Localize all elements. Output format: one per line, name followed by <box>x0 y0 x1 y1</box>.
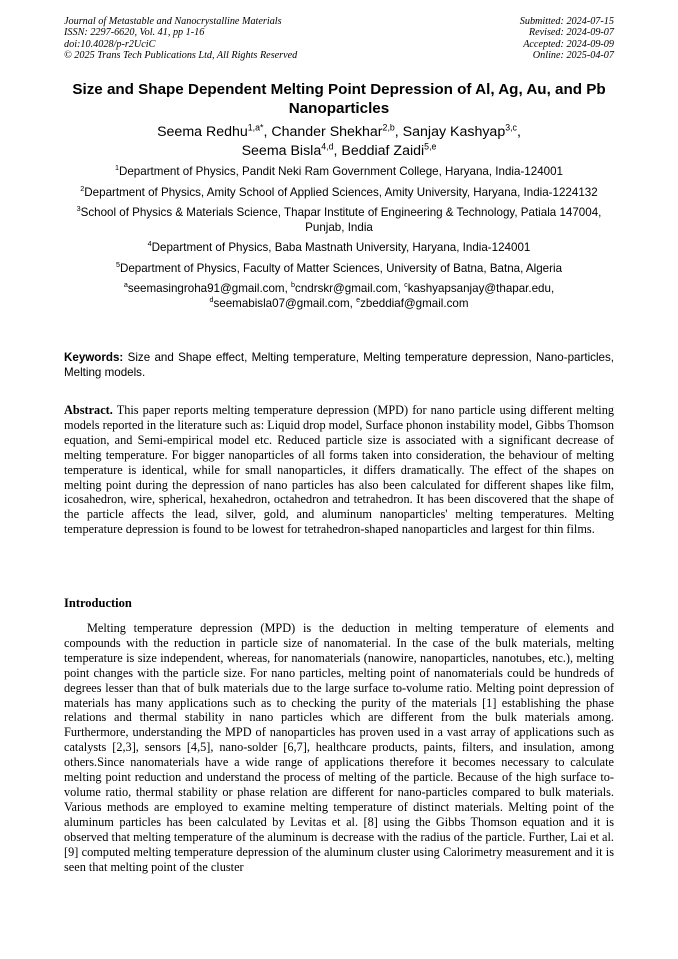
section-heading-introduction: Introduction <box>64 596 132 610</box>
affiliation: $^1$Department of Physics, Pandit Neki Ram Government College, Haryana, India-124001 <box>114 163 563 178</box>
affiliation: $^4$Department of Physics, Baba Mastnath University, Haryana, India-124001 <box>147 239 531 254</box>
author: Sanjay Kashyap$^{3,c}$ <box>402 122 517 140</box>
issn-line: ISSN: 2297-6620, Vol. 41, pp 1-16 <box>64 27 205 39</box>
online-date: Online: 2025-04-07 <box>532 50 614 62</box>
author-list: Seema Redhu$^{1,a*}$, Chander Shekhar$^{2,b}$, Sanjay Kashyap$^{3,c}$, Seema Bisla$^{4,d}$, Beddiaf Zaidi$^{5,e}$ <box>157 122 521 159</box>
revised-date: Revised: 2024-09-07 <box>528 27 614 39</box>
paper-title: Size and Shape Dependent Melting Point Depression of Al, Ag, Au, and Pb Nanoparticles <box>72 81 606 117</box>
accepted-date: Accepted: 2024-09-09 <box>523 38 614 50</box>
affiliation: $^3$School of Physics & Materials Science, Thapar Institute of Engineering & Technology, Patiala 147004, Punjab, India <box>76 204 602 234</box>
email-list: $^a$seemasingroha91@gmail.com, $^b$cndrskr@gmail.com, $^c$kashyapsanjay@thapar.edu, $^d$seemabisla07@gmail.com, $^e$zbeddiaf@gmail.com <box>123 280 555 310</box>
author: Seema Redhu$^{1,a*}$ <box>157 122 264 140</box>
journal-name: Journal of Metastable and Nanocrystalline Materials <box>64 16 282 27</box>
abstract <box>64 403 614 537</box>
affiliation: $^2$Department of Physics, Amity School of Applied Sciences, Amity University, Haryana, India-1224132 <box>80 183 598 199</box>
keywords-text: Size and Shape effect, Melting temperature, Melting temperature depression, Nano-particles, Melting models. <box>64 351 614 379</box>
keywords-label: Keywords: <box>64 351 124 364</box>
email-link[interactable]: $^d$seemabisla07@gmail.com <box>209 294 350 310</box>
email-link[interactable]: $^c$kashyapsanjay@thapar.edu <box>404 280 551 295</box>
introduction-paragraph: Melting temperature depression (MPD) is the deduction in melting temperature of elements and compounds with the reduction in particle size of nanomaterial. In the case of the bulk materials, melting temperature is size independent, whereas, for nanomaterials (nanowire, nanoparticles, nanotubes, etc.), melting point changes with the particle size. For nano particles, melting point of nanomaterials could be hundreds of degrees lesser than that of bulk materials due to the large surface to-volume ratio. Melting point depression of materials has many applications such as to checking the purity of the materials [1] establishing the phase relations and thermal stability in nano particles which are different from the bulk materials among. Furthermore, understanding the MPD of nanoparticles has proven used in a vast array of applications such as catalysts [2,3], sensors [4,5], nano-solder [6,7], healthcare products, paints, filters, and insulation, among others.Since nanomaterials have a wide range of applications therefore it becomes necessary to calculate melting point reduction and understand the process of melting of the particle. Because of the high surface to-volume ratio, thermal stability or phase relation are different for nano-particles compared to bulk materials. Various methods are employed to examine melting temperature of distinct materials. Melting point of the aluminum particles has been calculated by Levitas et al. [8] using the Gibbs Thomson equation and it is observed that melting temperature of the aluminum is decrease with the radius of the particle. Further, Lai et al. [9] computed melting temperature depression of the aluminum cluster using Calorimetry measurement and it is seen that melting point of the cluster <box>64 621 614 874</box>
affiliation: $^5$Department of Physics, Faculty of Matter Sciences, University of Batna, Batna, Algeria <box>115 259 563 275</box>
keywords <box>64 351 614 380</box>
abstract-label: Abstract. <box>64 403 113 417</box>
email-link[interactable]: $^b$cndrskr@gmail.com <box>291 280 398 295</box>
email-link[interactable]: $^a$seemasingroha91@gmail.com <box>123 280 285 295</box>
affiliations <box>64 165 614 311</box>
email-link[interactable]: $^e$zbeddiaf@gmail.com <box>356 294 469 310</box>
author: Seema Bisla$^{4,d}$ <box>241 140 334 159</box>
journal-header-left <box>64 16 297 62</box>
author: Chander Shekhar$^{2,b}$ <box>271 122 395 140</box>
copyright-line: © 2025 Trans Tech Publications Ltd, All Rights Reserved <box>64 50 298 62</box>
doi-line: doi:10.4028/p-r2UciC <box>64 38 156 50</box>
journal-header-right <box>520 16 614 62</box>
submitted-date: Submitted: 2024-07-15 <box>519 16 614 27</box>
author: Beddiaf Zaidi$^{5,e}$ <box>341 140 437 159</box>
abstract-text: This paper reports melting temperature depression (MPD) for nano particle using different melting models reported in the literature such as: Liquid drop model, Surface phonon instability model, Gibbs Thomson equation, and Semi-empirical model etc. Reduced particle size is associated with a significant decrease of melting temperature. For bigger nanoparticles of all forms taken into consideration, the behaviour of melting temperature is identical, while for small nanoparticles, it differs dramatically. The effect of the shapes on melting point during the depression of nano particles has also been calculated for different shapes like film, icosahedron, wire, spherical, hexahedron, octahedron and tetrahedron. It has been discovered that the shape of the particle affects the lead, silver, gold, and aluminum nanoparticles' melting temperatures. Melting temperature depression is found to be lowest for tetrahedron-shaped nanoparticles and largest for thin films. <box>64 403 614 537</box>
